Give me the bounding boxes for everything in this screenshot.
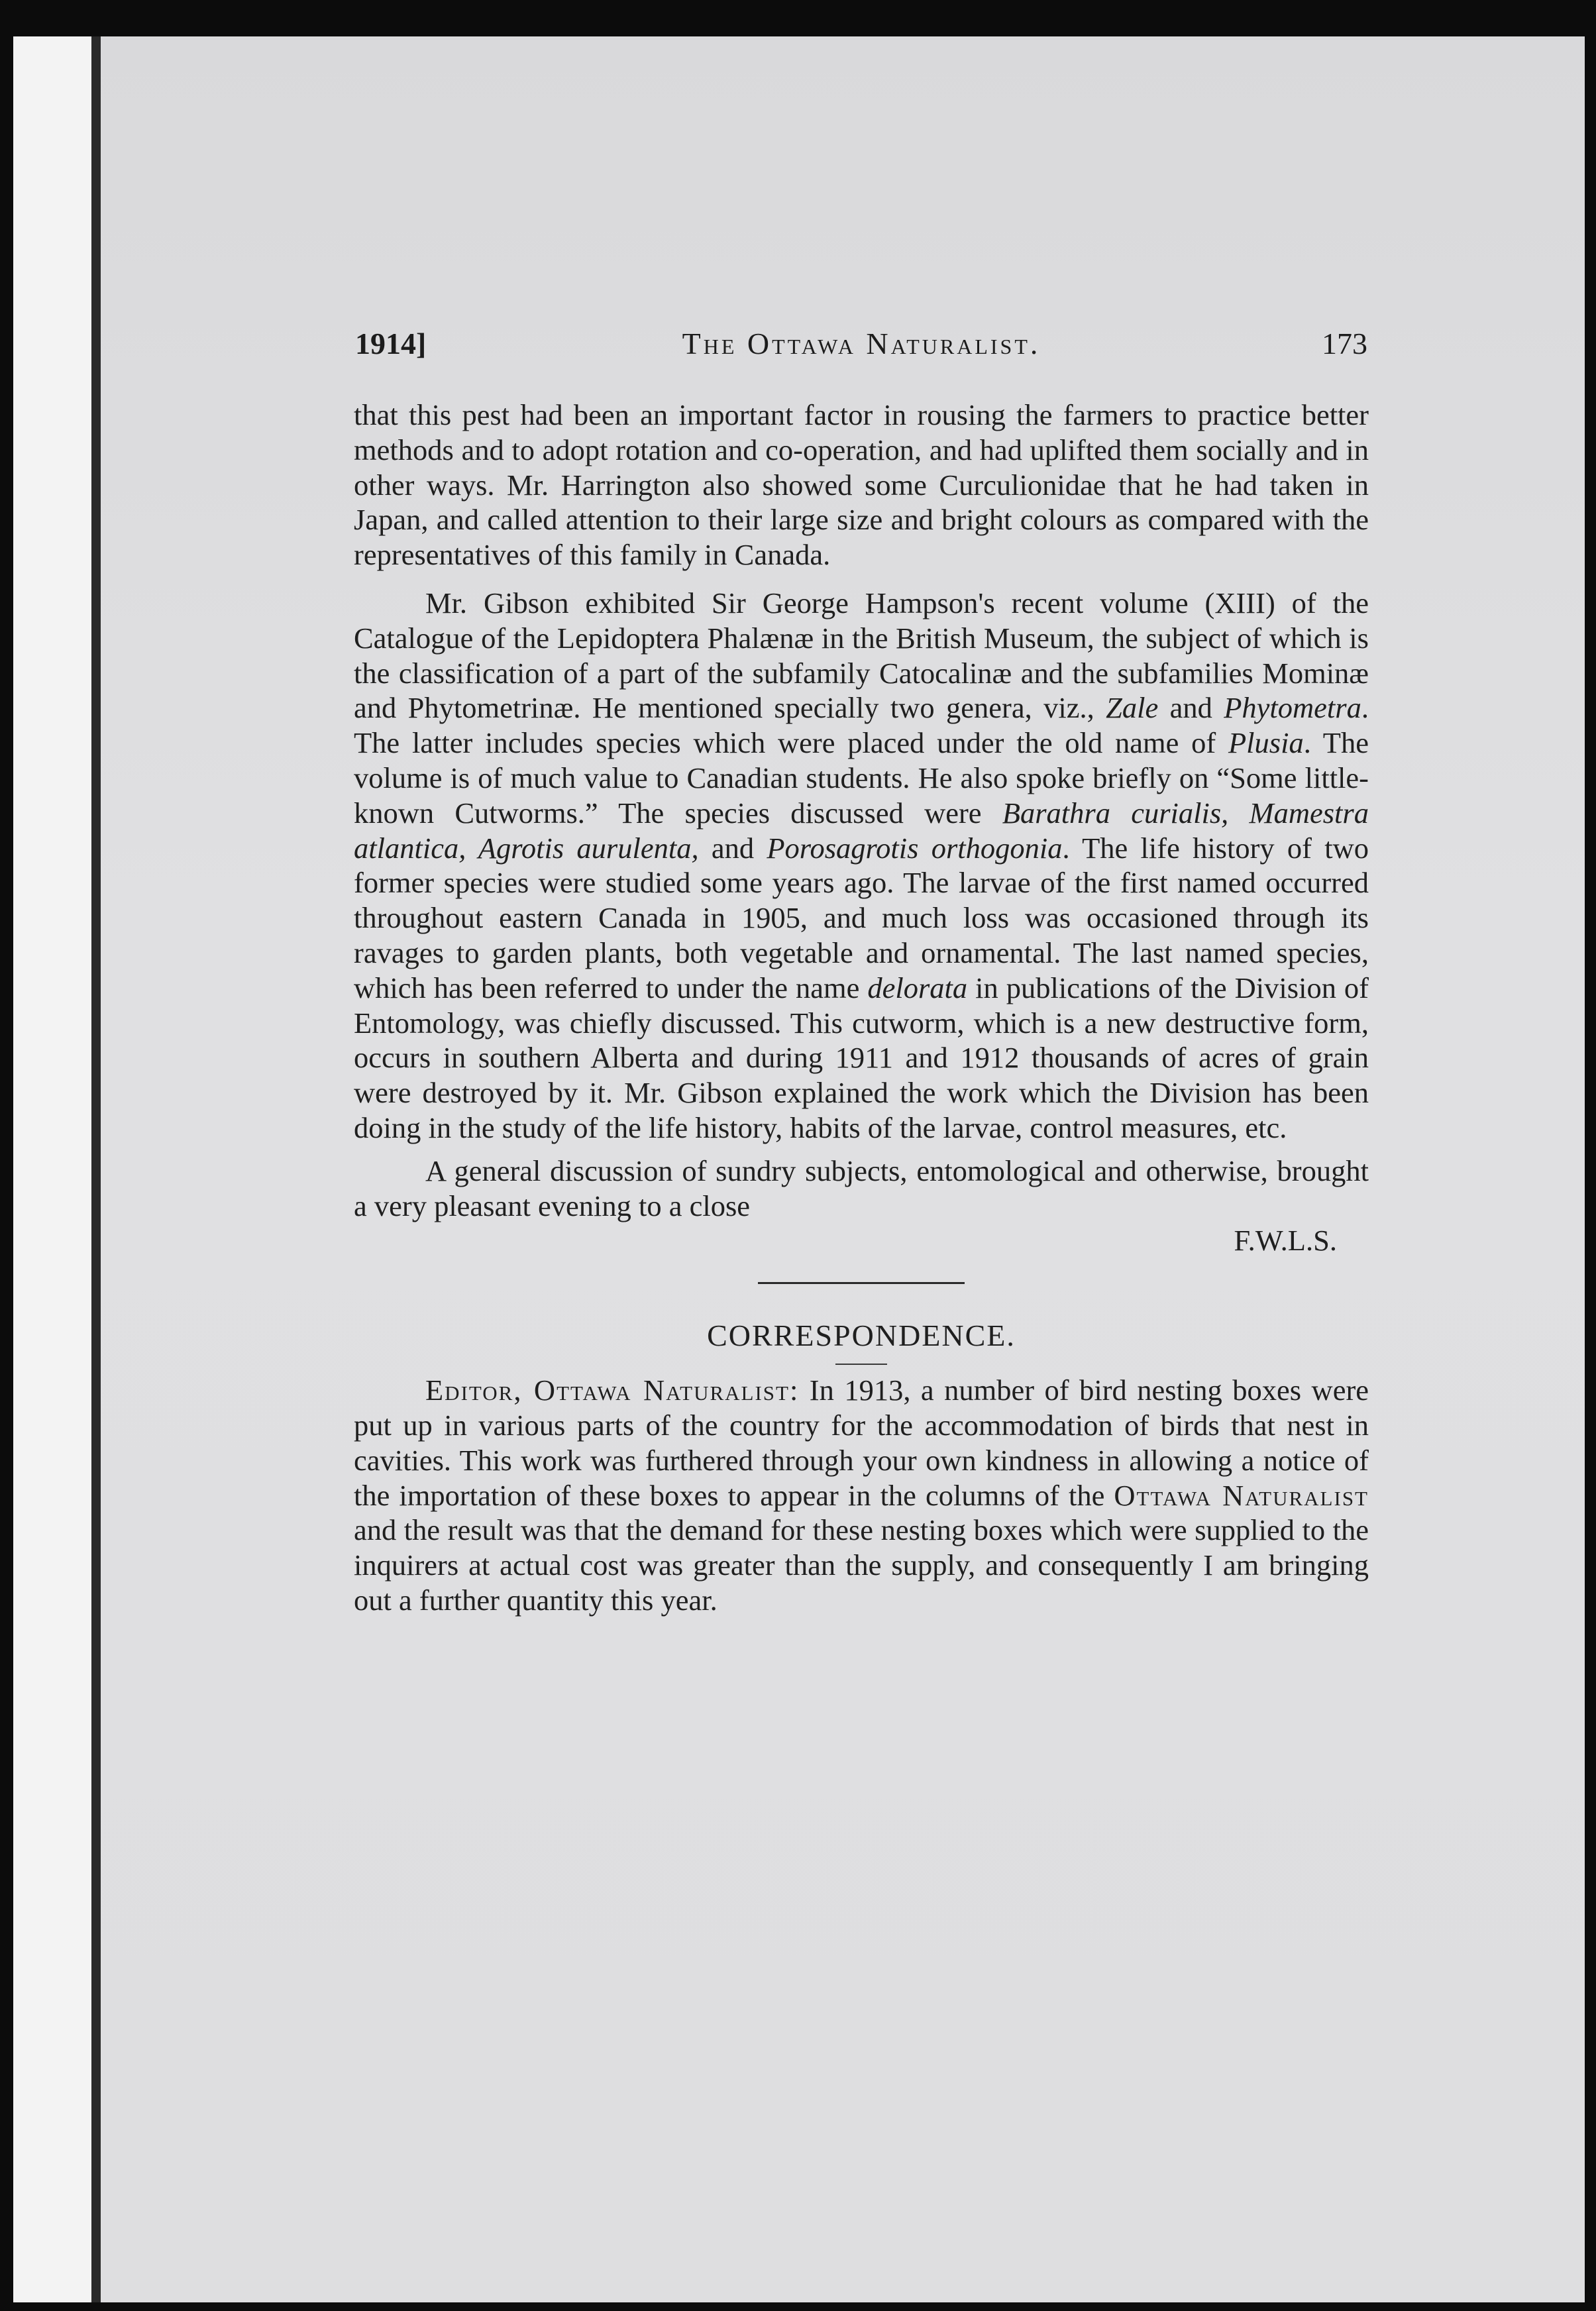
genus-zale: Zale [1106,691,1159,725]
scan-margin-strip [13,36,91,2302]
paragraph-2 [354,586,1369,1146]
header-year: 1914] [355,327,427,360]
p4-text-a: In 1913, a number of bird nesting boxes were put up in various parts of the country for the accommodation of birds that nest in cavities. This work was furthered through your own kindness in allowing a notice of the importation of these boxes to appear in the columns of the [354,1373,1369,1512]
genus-plusia: Plusia [1228,726,1304,760]
journal-name: Ottawa Naturalist [1114,1478,1369,1512]
p2-text-e: and [698,831,767,865]
running-header [355,326,1367,363]
article-body [354,398,1369,1618]
paragraph-4 [354,1373,1369,1618]
p2-text-a: Mr. Gibson exhibited Sir George Hampson's recent volume (XIII) of the Catalogue of the Lepidoptera Phalænæ in the British Museum, the subject of which is the classification of a part of the subfamily Catocalinæ and the subfamilies Mominæ and Phytometrinæ. He mentioned specially two genera, viz., [354,586,1369,725]
p2-text-b: and [1158,691,1224,725]
name-delorata: delorata [867,971,968,1004]
heading-underline [835,1364,887,1365]
species-porosagrotis: Porosagrotis orthogonia [767,831,1063,865]
species-list: Barathra curialis, Mamestra atlantica, Agrotis aurulenta, [354,796,1369,865]
paragraph-1: that this pest had been an important factor in rousing the farmers to practice better methods and to adopt rotation and co-operation, and had uplifted them socially and in other ways. Mr. Harrington also showed some Curculionidae that he had taken in Japan, and called attention to their large size and bright colours as compared with the representatives of this family in Canada. [354,398,1369,572]
p2-text-d: . The volume is of much value to Canadian students. He also spoke briefly on “Some little-known Cutworms.” The species discussed were [354,726,1369,830]
paragraph-3: A general discussion of sundry subjects, entomological and otherwise, brought a very pleasant evening to a close [354,1154,1369,1222]
section-heading: CORRESPONDENCE. [707,1318,1016,1353]
p2-text-c: . The latter includes species which were placed under the old name of [354,691,1369,760]
author-initials: F.W.L.S. [1234,1224,1337,1258]
p4-text-b: and the result was that the demand for these nesting boxes which were supplied to the inquirers at actual cost was greater than the supply, and consequently I am bringing out a further quantity this year. [354,1513,1369,1617]
letter-salutation: Editor, Ottawa Naturalist: [425,1373,800,1407]
p2-text-f: . The life history of two former species were studied some years ago. The larvae of the first named occurred throughout eastern Canada in 1905, and much loss was occasioned through its ravages to garden plants, both vegetable and ornamental. The last named species, which has been referred to under the name [354,831,1369,1004]
header-journal-title: The Ottawa Naturalist. [682,327,1041,360]
page-number: 173 [1322,327,1367,360]
section-divider [758,1282,965,1284]
p2-text-g: in publications of the Division of Entomology, was chiefly discussed. This cutworm, which is a new destructive form, occurs in southern Alberta and during 1911 and 1912 thousands of acres of grain were destroyed by it. Mr. Gibson explained the work which the Division has been doing in the study of the life history, habits of the larvae, control measures, etc. [354,971,1369,1144]
page-binding-edge [91,36,101,2302]
genus-phytometra: Phytometra [1224,691,1361,725]
